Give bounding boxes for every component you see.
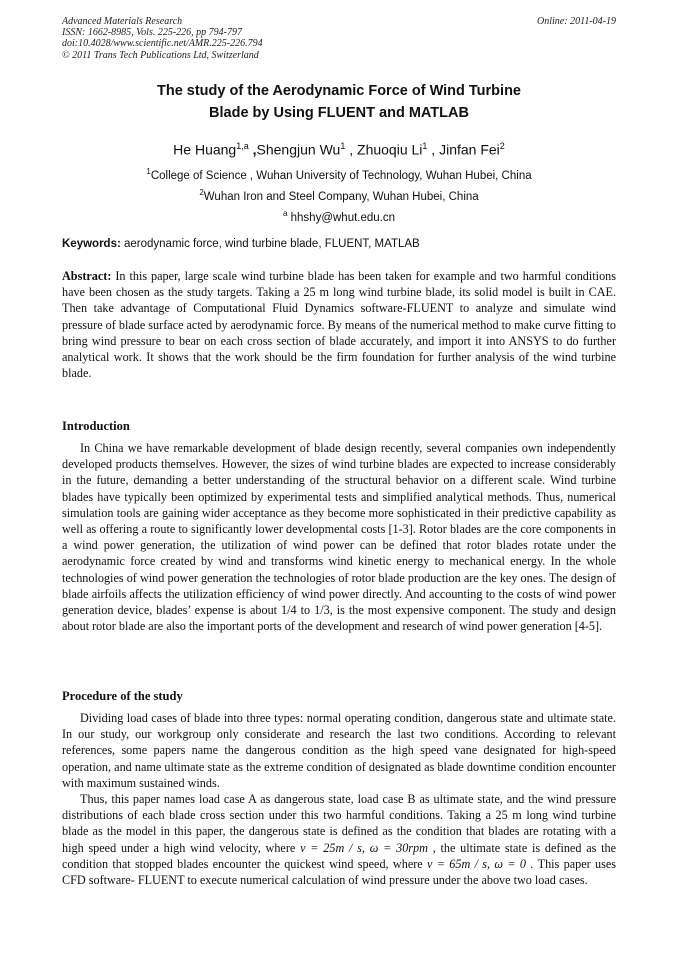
procedure-heading: Procedure of the study	[62, 689, 183, 703]
author-2-sup: 1	[340, 141, 346, 151]
doi-line[interactable]: doi:10.4028/www.scientific.net/AMR.225-226.794	[62, 38, 263, 50]
equation-dangerous-state: v = 25m / s, ω = 30rpm	[300, 840, 428, 855]
author-3: Zhuoqiu Li	[357, 141, 423, 158]
procedure-body	[62, 710, 616, 888]
author-2: Shengjun Wu	[256, 141, 341, 158]
issn-line: ISSN: 1662-8985, Vols. 225-226, pp 794-797	[62, 27, 242, 39]
affiliation-1-text: College of Science , Wuhan University of Technology, Wuhan Hubei, China	[150, 169, 532, 182]
affiliation-1-sup: 1	[146, 167, 151, 176]
keywords	[62, 237, 616, 252]
author-sep-3: ,	[427, 141, 440, 158]
affiliation-2-text: Wuhan Iron and Steel Company, Wuhan Hubei, China	[203, 190, 479, 203]
procedure-paragraph-1: Dividing load cases of blade into three types: normal operating condition, dangerous state and ultimate state. In our study, our workgroup only considerate and research the last two conditions. According to relevant references, some papers name the dangerous condition as the high speed vane designated for high-speed operation, and name ultimate state as the extreme condition of designated as blade downtime condition encounter with maximum sustained winds.	[62, 711, 616, 790]
abstract	[62, 268, 616, 381]
journal-header	[62, 16, 616, 61]
affiliation-1	[62, 164, 616, 184]
email-line	[62, 206, 616, 226]
author-4-sup: 2	[499, 141, 505, 151]
title-line-1: The study of the Aerodynamic Force of Wind Turbine	[156, 83, 521, 99]
affiliation-2	[62, 185, 616, 205]
abstract-text: In this paper, large scale wind turbine blade has been taken for example and two harmful conditions have been chosen as the study targets. Taking a 25 m long wind turbine blade, its solid model is built in CAE. Then take advantage of Computational Fluid Dynamics software-FLUENT to analyze and simulate wind pressure of blade surface acted by aerodynamic force. By means of the numerical method to make curve fitting to bring wind pressure to bear on each cross section of blade accurately, and import it into ANSYS to do further analytical work. It shows that the work should be the firm foundation for further analysis of the wind turbine blade.	[62, 269, 616, 381]
procedure-p2-part-a: Thus, this paper names load case A as dangerous state, load case B as ultimate state, and the wind pressure distributions of each blade cross section under this two harmful conditions. Taking a 25 m long wind turbine blade as the model in this paper, the dangerous state is defined as the condition that blades are rotating with a high speed under a high wind velocity, where	[62, 792, 616, 855]
email-text[interactable]: hhshy@whut.edu.cn	[287, 211, 396, 224]
author-sep-1: ,	[248, 141, 257, 158]
introduction-paragraph: In China we have remarkable development of blade design recently, several companies own independently developed products themselves. However, the sizes of wind turbine blades are expected to increase considerably in the future, demanding a better understanding of the structural behavior on a different scale. Wind turbine blades have typically been optimized by experimental tests and simplified analytical methods. Thus, numerical simulation tools are gaining wider acceptance as they become more sophisticated in their predictive capability as well as offering a route to significantly lower developmental costs [1-3]. Rotor blades are the core components in a wind power generation, the utilization of wind power can be defined that rotor blades rotate under the aerodynamic force created by wind and transforms wind kinetic energy to mechanical energy. In the whole technologies of wind power generation the technologies of rotor blade production are the key ones. The design of blade airfoils affects the utilization efficiency of wind power directly. And accounting to the costs of wind power generation device, blades’ expense is about 1/4 to 1/3, is the most expensive component. The study and design about rotor blade are also the important ports of the development and research of wind power generation [4-5].	[62, 441, 616, 634]
online-date: Online: 2011-04-19	[537, 16, 616, 27]
introduction-body	[62, 440, 616, 634]
author-list	[62, 136, 616, 160]
equation-ultimate-state: v = 65m / s, ω = 0	[427, 856, 526, 871]
title-line-2: Blade by Using FLUENT and MATLAB	[209, 104, 469, 121]
procedure-p2-part-b: , the ultimate state is defined as the condition that stopped blades encounter the quickest wind speed, where	[62, 840, 617, 871]
procedure-p2-part-c: . This paper uses CFD software- FLUENT to execute numerical calculation of wind pressure under the above two load cases.	[62, 856, 616, 888]
author-1: He Huang	[173, 141, 237, 158]
affiliation-2-sup: 2	[199, 188, 204, 197]
author-4: Jinfan Fei	[439, 141, 500, 158]
introduction-heading: Introduction	[62, 419, 130, 433]
abstract-label: Abstract:	[62, 269, 112, 283]
journal-name: Advanced Materials Research	[62, 16, 183, 27]
author-1-sup: 1,a	[236, 141, 249, 151]
keywords-text: aerodynamic force, wind turbine blade, FLUENT, MATLAB	[120, 238, 420, 250]
author-sep-2: ,	[345, 141, 358, 158]
author-3-sup: 1	[422, 141, 428, 151]
email-sup: a	[282, 209, 288, 218]
keywords-label: Keywords:	[62, 238, 121, 250]
procedure-paragraph-2	[62, 791, 616, 888]
copyright-line: © 2011 Trans Tech Publications Ltd, Switzerland	[62, 49, 259, 61]
paper-title	[62, 81, 616, 124]
